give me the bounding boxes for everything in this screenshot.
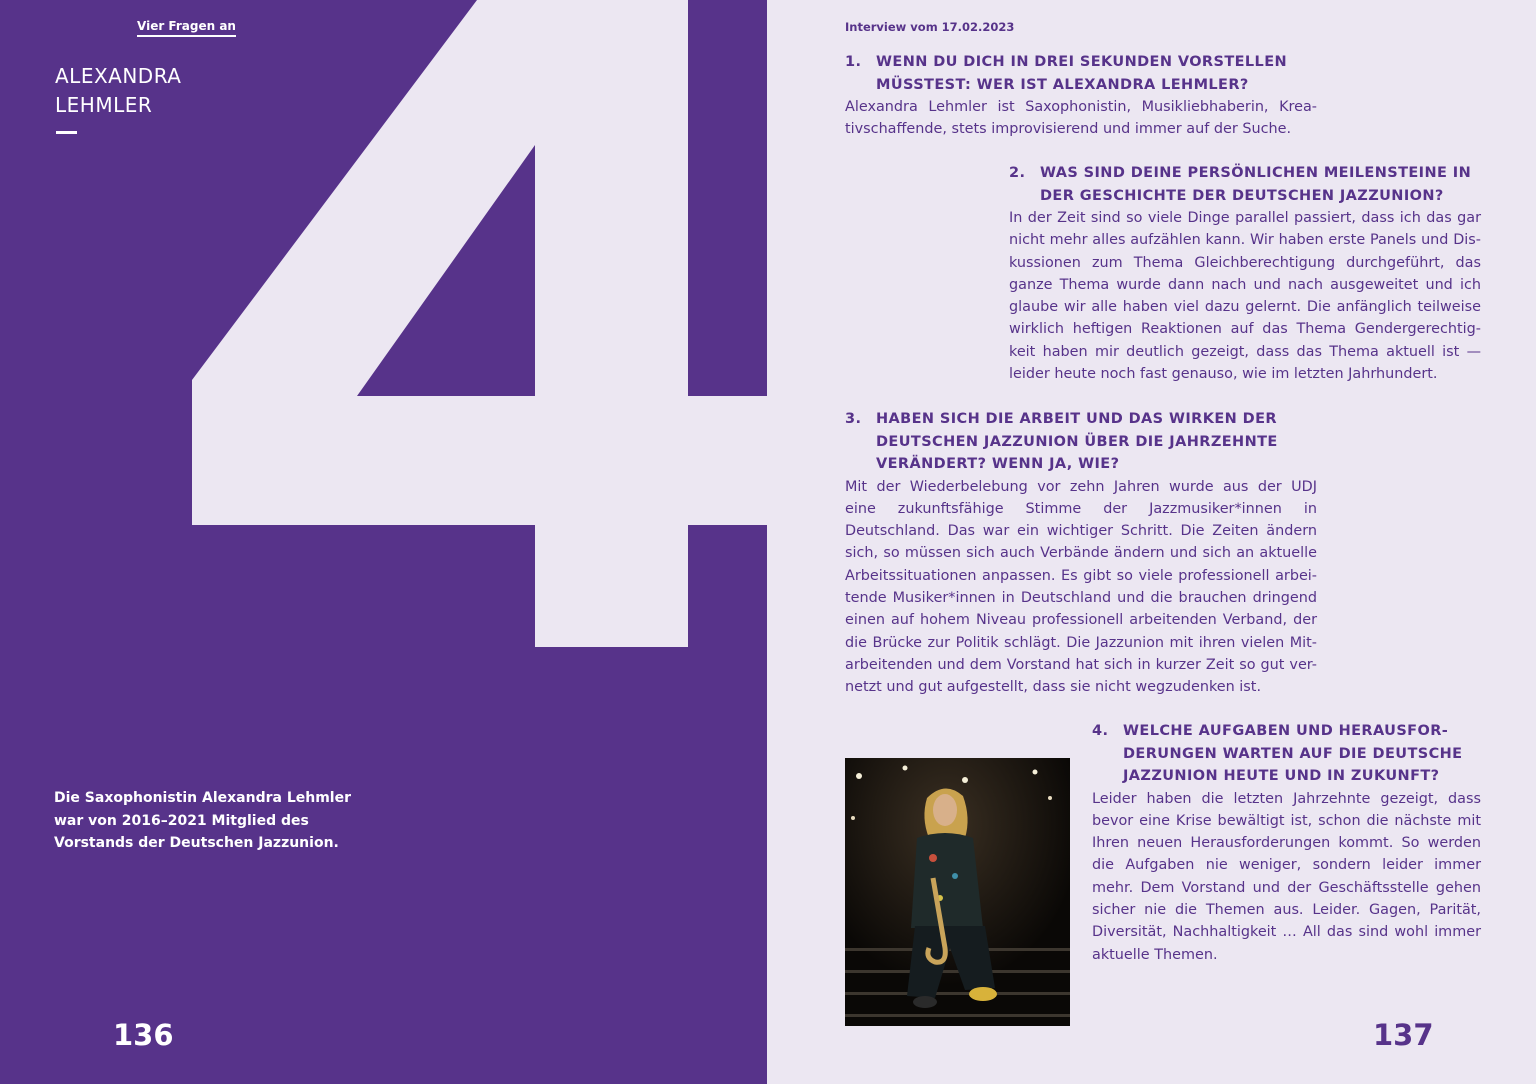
- answer-line: keit haben mir deutlich gezeigt, dass das Thema aktuell ist —: [1009, 343, 1481, 360]
- answer-line: Leider haben die letzten Jahrzehnte gezeigt, dass: [1092, 790, 1481, 807]
- qa-block-2: [1009, 162, 1481, 385]
- answer-line: wirklich heftigen Reaktionen auf das Thema Gendergerechtig-: [1009, 321, 1481, 338]
- left-page: [0, 0, 767, 1084]
- bio-line: Vorstands der Deutschen Jazzunion.: [54, 835, 339, 851]
- question-2: [1009, 162, 1481, 207]
- answer-3: [845, 476, 1317, 699]
- question-line: DERUNGEN WARTEN AUF DIE DEUTSCHE: [1123, 745, 1463, 762]
- bio-caption: [54, 787, 374, 855]
- answer-4: [1092, 788, 1481, 966]
- question-line: JAZZUNION HEUTE UND IN ZUKUNFT?: [1123, 768, 1440, 784]
- question-line: HABEN SICH DIE ARBEIT UND DAS WIRKEN DER: [876, 411, 1277, 427]
- answer-line: Arbeitssituationen anpassen. Es gibt so viele professionell arbei-: [845, 567, 1317, 584]
- answer-line: arbeitenden und dem Vorstand hat sich in kurzer Zeit so gut ver-: [845, 656, 1317, 673]
- answer-line: nicht mehr alles aufzählen kann. Wir haben erste Panels und Dis-: [1009, 232, 1481, 249]
- question-line: MÜSSTEST: WER IST ALEXANDRA LEHMLER?: [876, 76, 1249, 93]
- question-line: VERÄNDERT? WENN JA, WIE?: [876, 456, 1120, 472]
- answer-line: Mit der Wiederbelebung vor zehn Jahren wurde aus der UDJ: [845, 478, 1317, 495]
- answer-line: ganze Thema wurde dann nach und nach ausgeweitet und ich: [1009, 276, 1481, 293]
- answer-line: netzt und gut aufgestellt, dass sie nicht wegzudenken ist.: [845, 679, 1262, 696]
- answer-line: leider heute noch fast genauso, wie im letzten Jahrhundert.: [1009, 366, 1438, 383]
- answer-line: sicher nie die Themen aus. Leider. Gagen, Parität,: [1092, 901, 1481, 918]
- answer-1: [845, 96, 1317, 141]
- page-number-right: 137: [1373, 1018, 1434, 1052]
- question-number: 1.: [845, 54, 862, 70]
- name-divider: [56, 131, 77, 134]
- answer-line: eine zukunftsfähige Stimme der Jazzmusiker*innen in: [845, 500, 1317, 517]
- photo-illustration: [845, 758, 1070, 1026]
- answer-line: aktuelle Themen.: [1092, 946, 1218, 963]
- answer-line: kussionen zum Thema Gleichberechtigung durchgeführt, das: [1009, 254, 1481, 271]
- answer-line: sich, so müssen sich auch Verbände ändern und sich an aktuelle: [845, 545, 1317, 562]
- answer-line: glaube wir alle haben viel dazu gelernt. Die anfänglich teilweise: [1009, 299, 1481, 316]
- page-number-left: 136: [113, 1018, 174, 1052]
- bio-line: war von 2016–2021 Mitglied des: [54, 812, 309, 829]
- question-3: [845, 408, 1317, 476]
- qa-block-3: [845, 408, 1317, 698]
- question-line: DER GESCHICHTE DER DEUTSCHEN JAZZUNION?: [1040, 187, 1444, 204]
- answer-line: die Aufgaben nie weniger, sondern leider immer: [1092, 857, 1481, 874]
- answer-line: die Brücke zur Politik schlägt. Die Jazzunion mit ihren vielen Mit-: [845, 634, 1317, 651]
- answer-line: bevor eine Krise bewältigt ist, schon die nächste mit: [1092, 812, 1481, 829]
- question-line: WENN DU DICH IN DREI SEKUNDEN VORSTELLEN: [876, 54, 1288, 70]
- question-line: WELCHE AUFGABEN UND HERAUSFOR-: [1123, 723, 1449, 739]
- answer-line: Diversität, Nachhaltigkeit … All das sind wohl immer: [1092, 924, 1481, 941]
- interviewee-name: [55, 62, 181, 120]
- question-number: 3.: [845, 411, 862, 427]
- answer-line: einen auf hohem Niveau professionell arbeitenden Verband, der: [845, 612, 1317, 629]
- answer-2: [1009, 207, 1481, 385]
- question-number: 2.: [1009, 165, 1026, 181]
- saxophonist-photo: [845, 758, 1070, 1026]
- answer-line: tende Musiker*innen in Deutschland und die brauchen dringend: [845, 589, 1317, 606]
- question-4: [1092, 720, 1481, 788]
- qa-block-1: [845, 51, 1317, 141]
- answer-line: Alexandra Lehmler ist Saxophonistin, Musikliebhaberin, Krea-: [845, 99, 1317, 115]
- bio-line: Die Saxophonistin Alexandra Lehmler: [54, 790, 351, 806]
- answer-line: Ihren neuen Herausforderungen kommt. So werden: [1092, 835, 1481, 852]
- answer-line: mehr. Dem Vorstand und der Geschäftsstelle gehen: [1092, 879, 1481, 896]
- answer-line: In der Zeit sind so viele Dinge parallel passiert, dass ich das gar: [1009, 210, 1481, 226]
- series-kicker: Vier Fragen an: [137, 19, 236, 37]
- interview-date: Interview vom 17.02.2023: [845, 20, 1015, 34]
- question-line: WAS SIND DEINE PERSÖNLICHEN MEILENSTEINE IN: [1040, 165, 1472, 181]
- name-first: ALEXANDRA: [55, 64, 182, 88]
- question-1: [845, 51, 1317, 96]
- name-last: LEHMLER: [55, 93, 153, 117]
- answer-line: tivschaffende, stets improvisierend und immer auf der Suche.: [845, 121, 1292, 138]
- qa-block-4: [1092, 720, 1481, 966]
- question-number: 4.: [1092, 723, 1109, 739]
- question-line: DEUTSCHEN JAZZUNION ÜBER DIE JAHRZEHNTE: [876, 433, 1278, 450]
- answer-line: Deutschland. Das war ein wichtiger Schritt. Die Zeiten ändern: [845, 523, 1317, 540]
- big-number-four-graphic: [0, 0, 767, 1084]
